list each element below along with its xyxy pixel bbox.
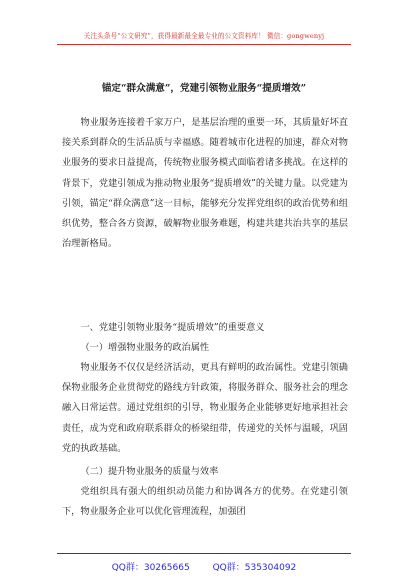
footer-qq-group-2: QQ群：535304092 xyxy=(212,563,297,573)
body-paragraph: 党组织具有强大的组织动员能力和协调各方的优势。在党建引领下，物业服务企业可以优化管理流程，加强团 xyxy=(62,486,348,518)
document-title: 锚定“群众满意”，党建引领物业服务“提质增效” xyxy=(101,83,307,94)
footer-qq-group-1: QQ群：30265665 xyxy=(111,563,190,573)
section-heading: 一、党建引领物业服务“提质增效”的重要意义 xyxy=(80,322,265,333)
body-paragraph: 物业服务连接着千家万户，是基层治理的重要一环，其质量好坏直接关系到群众的生活品质与幸福感。随着城市化进程的加速，群众对物业服务的要求日益提高，传统物业服务模式面临着诸多挑战。在这样的背景下，党建引领成为推动物业服务“提质增效”的关键力量。以党建为引领，锚定“群众满意”这一目标，能够充分发挥党组织的政治优势和组织优势，整合各方资源，破解物业服务难题，构建共建共治共享的基层治理新格局。 xyxy=(62,117,348,250)
header-divider xyxy=(57,44,351,45)
footer-divider xyxy=(57,553,351,554)
subsection-heading: （一）增强物业服务的政治属性 xyxy=(80,342,210,353)
footer xyxy=(0,560,408,573)
subsection-heading: （二）提升物业服务的质量与效率 xyxy=(80,466,219,477)
body-paragraph: 物业服务不仅仅是经济活动，更具有鲜明的政治属性。党建引领确保物业服务企业贯彻党的路线方针政策，将服务群众、服务社会的理念融入日常运营。通过党组织的引导，物业服务企业能够更好地承担社会责任，成为党和政府联系群众的桥梁纽带，传递党的关怀与温暖，巩固党的执政基础。 xyxy=(62,362,348,454)
header-note: 关注头条号“公文研究”，获得最新最全最专业的公文资料库！ 微信：gongwenyj xyxy=(83,32,325,40)
